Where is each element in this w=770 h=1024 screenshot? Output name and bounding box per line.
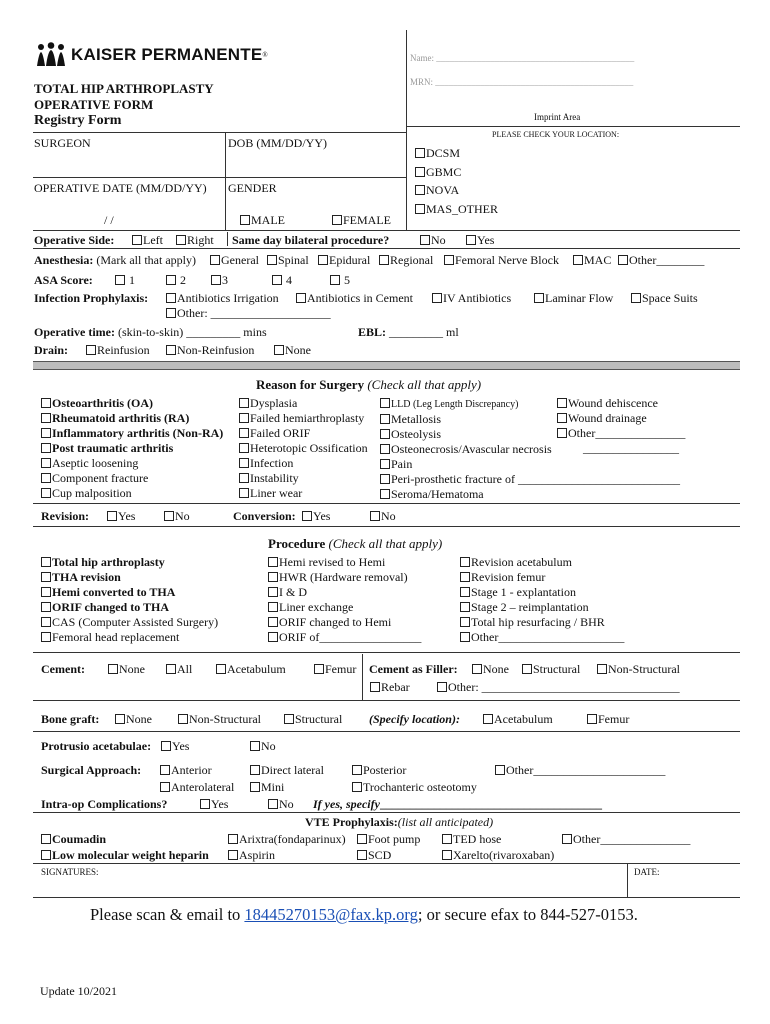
procedure-tha[interactable]: Total hip arthroplasty xyxy=(41,555,218,570)
infection-other[interactable]: Other: ____________________ xyxy=(166,306,331,321)
procedure-heading: Procedure (Check all that apply) xyxy=(268,536,443,551)
cement-label: Cement: xyxy=(41,662,85,676)
anesthesia-femoral-nerve-block[interactable]: Femoral Nerve Block xyxy=(444,253,559,268)
kp-people-icon xyxy=(34,42,68,68)
approach-posterior[interactable]: Posterior xyxy=(352,763,406,778)
procedure-col2 xyxy=(268,555,421,645)
form-title-1: TOTAL HIP ARTHROPLASTY xyxy=(34,81,214,96)
approach-label: Surgical Approach: xyxy=(41,763,142,777)
infection-iv[interactable]: IV Antibiotics xyxy=(432,291,511,306)
anesthesia-general[interactable]: General xyxy=(210,253,259,268)
approach-trochanteric[interactable]: Trochanteric osteotomy xyxy=(352,780,477,795)
reason-oa[interactable]: Osteoarthritis (OA) xyxy=(41,396,223,411)
reason-osteolysis[interactable]: Osteolysis xyxy=(380,427,680,442)
cement-all[interactable]: All xyxy=(166,662,192,677)
reason-col1 xyxy=(41,396,223,501)
procedure-revision-femur[interactable]: Revision femur xyxy=(460,570,624,585)
signatures-field[interactable]: SIGNATURES: xyxy=(41,867,99,877)
reason-post-traumatic[interactable]: Post traumatic arthritis xyxy=(41,441,223,456)
vte-xarelto[interactable]: Xarelto(rivaroxaban) xyxy=(442,848,554,863)
protrusio-label: Protrusio acetabulae: xyxy=(41,739,152,753)
procedure-hemi-to-tha[interactable]: Hemi converted to THA xyxy=(41,585,218,600)
infection-laminar-flow[interactable]: Laminar Flow xyxy=(534,291,613,306)
reason-aseptic-loosening[interactable]: Aseptic loosening xyxy=(41,456,223,471)
drain-none[interactable]: None xyxy=(274,343,311,358)
protrusio-yes[interactable]: Yes xyxy=(161,739,189,754)
reason-heterotopic[interactable]: Heterotopic Ossification xyxy=(239,441,368,456)
reason-lld[interactable]: LLD (Leg Length Discrepancy) xyxy=(380,396,680,412)
conversion-yes[interactable]: Yes xyxy=(302,509,330,524)
reason-heading: Reason for Surgery (Check all that apply) xyxy=(256,377,482,392)
intraop-no[interactable]: No xyxy=(268,797,294,812)
reason-failed-hemi[interactable]: Failed hemiarthroplasty xyxy=(239,411,368,426)
filler-other[interactable]: Other: _________________________________ xyxy=(437,680,680,695)
bone-graft-femur[interactable]: Femur xyxy=(587,712,629,727)
vte-ted-hose[interactable]: TED hose xyxy=(442,832,501,847)
operative-side-row: Operative Side: xyxy=(34,233,115,247)
reason-seroma[interactable]: Seroma/Hematoma xyxy=(380,487,680,502)
reason-component-fracture[interactable]: Component fracture xyxy=(41,471,223,486)
reason-other-line[interactable]: ________________ xyxy=(583,441,679,455)
side-left[interactable]: Left xyxy=(132,233,163,248)
section-divider xyxy=(33,361,740,370)
asa-2[interactable]: 2 xyxy=(166,273,186,288)
filler-non-structural[interactable]: Non-Structural xyxy=(597,662,680,677)
approach-mini[interactable]: Mini xyxy=(250,780,284,795)
dob-field[interactable]: DOB (MM/DD/YY) xyxy=(228,136,327,150)
asa-5[interactable]: 5 xyxy=(330,273,350,288)
infection-cement[interactable]: Antibiotics in Cement xyxy=(296,291,413,306)
mrn-field[interactable]: MRN: ____________________________________________ xyxy=(410,77,634,87)
reason-pain[interactable]: Pain xyxy=(380,457,680,472)
form-title-3: Registry Form xyxy=(34,113,122,128)
approach-direct-lateral[interactable]: Direct lateral xyxy=(250,763,324,778)
vte-arixtra[interactable]: Arixtra(fondaparinux) xyxy=(228,832,346,847)
anesthesia-other[interactable]: Other________ xyxy=(618,253,704,268)
location-gbmc[interactable]: GBMC xyxy=(415,165,461,180)
cement-femur[interactable]: Femur xyxy=(314,662,356,677)
infection-space-suits[interactable]: Space Suits xyxy=(631,291,698,306)
procedure-orif-to-tha[interactable]: ORIF changed to THA xyxy=(41,600,218,615)
logo: KAISER PERMANENTE® xyxy=(34,42,268,68)
bilateral-label: Same day bilateral procedure? xyxy=(232,233,390,247)
revision-label: Revision: xyxy=(41,509,89,523)
date-slashes: / / xyxy=(104,213,114,227)
reason-liner-wear[interactable]: Liner wear xyxy=(239,486,368,501)
asa-3[interactable]: 3 xyxy=(211,273,228,288)
drain-non-reinfusion[interactable]: Non-Reinfusion xyxy=(166,343,254,358)
ebl-field[interactable]: EBL: _________ ml xyxy=(358,325,459,339)
filler-none[interactable]: None xyxy=(472,662,509,677)
procedure-resurfacing[interactable]: Total hip resurfacing / BHR xyxy=(460,615,624,630)
reason-periprosthetic[interactable]: Peri-prosthetic fracture of ___________________________ xyxy=(380,472,680,487)
infection-irrigation[interactable]: Antibiotics Irrigation xyxy=(166,291,279,306)
reason-failed-orif[interactable]: Failed ORIF xyxy=(239,426,368,441)
procedure-stage-1[interactable]: Stage 1 - explantation xyxy=(460,585,624,600)
procedure-hwr[interactable]: HWR (Hardware removal) xyxy=(268,570,421,585)
bone-graft-label: Bone graft: xyxy=(41,712,100,726)
operative-date-field[interactable]: OPERATIVE DATE (MM/DD/YY) xyxy=(34,181,207,195)
filler-rebar[interactable]: Rebar xyxy=(370,680,410,695)
gender-female[interactable]: FEMALE xyxy=(332,213,391,228)
procedure-cas[interactable]: CAS (Computer Assisted Surgery) xyxy=(41,615,218,630)
anesthesia-mac[interactable]: MAC xyxy=(573,253,611,268)
reason-instability[interactable]: Instability xyxy=(239,471,368,486)
bone-graft-acetabulum[interactable]: Acetabulum xyxy=(483,712,553,727)
cement-filler-label: Cement as Filler: xyxy=(369,662,458,676)
conversion-label: Conversion: xyxy=(233,509,296,523)
reason-dysplasia[interactable]: Dysplasia xyxy=(239,396,368,411)
procedure-orif-to-hemi[interactable]: ORIF changed to Hemi xyxy=(268,615,421,630)
cement-none[interactable]: None xyxy=(108,662,145,677)
vte-other[interactable]: Other_______________ xyxy=(562,832,690,847)
vte-heading: VTE Prophylaxis:(list all anticipated) xyxy=(305,815,494,829)
approach-other[interactable]: Other______________________ xyxy=(495,763,665,778)
bone-graft-non-structural[interactable]: Non-Structural xyxy=(178,712,261,727)
procedure-liner-exchange[interactable]: Liner exchange xyxy=(268,600,421,615)
bone-graft-structural[interactable]: Structural xyxy=(284,712,342,727)
procedure-stage-2[interactable]: Stage 2 – reimplantation xyxy=(460,600,624,615)
location-prompt: PLEASE CHECK YOUR LOCATION: xyxy=(492,130,620,139)
reason-metallosis[interactable]: Metallosis xyxy=(380,412,680,427)
reason-ra[interactable]: Rheumatoid arthritis (RA) xyxy=(41,411,223,426)
reason-inflammatory[interactable]: Inflammatory arthritis (Non-RA) xyxy=(41,426,223,441)
anesthesia-label: Anesthesia: (Mark all that apply) xyxy=(34,253,196,267)
intraop-yes[interactable]: Yes xyxy=(200,797,228,812)
procedure-i-and-d[interactable]: I & D xyxy=(268,585,421,600)
procedure-col1 xyxy=(41,555,218,645)
reason-col4 xyxy=(557,396,685,456)
gender-label: GENDER xyxy=(228,181,277,195)
protrusio-no[interactable]: No xyxy=(250,739,276,754)
cement-acetabulum[interactable]: Acetabulum xyxy=(216,662,286,677)
procedure-hemi-revised[interactable]: Hemi revised to Hemi xyxy=(268,555,421,570)
filler-structural[interactable]: Structural xyxy=(522,662,580,677)
vte-lmwh[interactable]: Low molecular weight heparin xyxy=(41,848,209,863)
asa-4[interactable]: 4 xyxy=(272,273,292,288)
drain-reinfusion[interactable]: Reinfusion xyxy=(86,343,150,358)
form-title-2: OPERATIVE FORM xyxy=(34,97,154,112)
scan-instructions: Please scan & email to 18445270153@fax.kp.org; or secure efax to 844-527-0153. xyxy=(90,905,638,924)
bone-graft-specify: (Specify location): xyxy=(369,712,460,726)
gender-male[interactable]: MALE xyxy=(240,213,285,228)
date-field[interactable]: DATE: xyxy=(634,867,660,877)
procedure-revision-acetabulum[interactable]: Revision acetabulum xyxy=(460,555,624,570)
brand-name: KAISER PERMANENTE xyxy=(71,45,263,64)
anesthesia-regional[interactable]: Regional xyxy=(379,253,433,268)
approach-anterolateral[interactable]: Anterolateral xyxy=(160,780,234,795)
vte-scd[interactable]: SCD xyxy=(357,848,391,863)
reason-wound-dehiscence[interactable]: Wound dehiscence xyxy=(557,396,685,411)
operative-time[interactable]: Operative time: (skin-to-skin) _________ mins xyxy=(34,325,267,339)
imprint-area: Imprint Area xyxy=(534,112,581,122)
asa-label: ASA Score: xyxy=(34,273,93,287)
asa-1[interactable]: 1 xyxy=(115,273,135,288)
procedure-col3 xyxy=(460,555,624,645)
bilateral-no[interactable]: No xyxy=(420,233,446,248)
fax-email-link[interactable]: 18445270153@fax.kp.org xyxy=(244,905,418,924)
location-nova[interactable]: NOVA xyxy=(415,183,459,198)
intraop-specify[interactable]: If yes, specify_____________________________________ xyxy=(313,797,602,811)
anesthesia-spinal[interactable]: Spinal xyxy=(267,253,309,268)
side-right[interactable]: Right xyxy=(176,233,214,248)
revision-yes[interactable]: Yes xyxy=(107,509,135,524)
procedure-tha-revision[interactable]: THA revision xyxy=(41,570,218,585)
procedure-other[interactable]: Other_____________________ xyxy=(460,630,624,645)
reason-cup-malposition[interactable]: Cup malposition xyxy=(41,486,223,501)
update-date: Update 10/2021 xyxy=(40,984,117,998)
intraop-label: Intra-op Complications? xyxy=(41,797,168,811)
reason-osteonecrosis[interactable]: Osteonecrosis/Avascular necrosis xyxy=(380,442,680,457)
anesthesia-epidural[interactable]: Epidural xyxy=(318,253,370,268)
approach-anterior[interactable]: Anterior xyxy=(160,763,212,778)
vte-foot-pump[interactable]: Foot pump xyxy=(357,832,420,847)
drain-label: Drain: xyxy=(34,343,68,357)
location-dcsm[interactable]: DCSM xyxy=(415,146,460,161)
reason-other[interactable]: Other_______________ xyxy=(557,426,685,441)
surgeon-field[interactable]: SURGEON xyxy=(34,136,91,150)
reason-col2 xyxy=(239,396,368,501)
vte-coumadin[interactable]: Coumadin xyxy=(41,832,106,847)
name-field[interactable]: Name: ____________________________________________ xyxy=(410,53,635,63)
location-mas-other[interactable]: MAS_OTHER xyxy=(415,202,498,217)
reason-wound-drainage[interactable]: Wound drainage xyxy=(557,411,685,426)
procedure-orif-of[interactable]: ORIF of_________________ xyxy=(268,630,421,645)
conversion-no[interactable]: No xyxy=(370,509,396,524)
reason-infection[interactable]: Infection xyxy=(239,456,368,471)
procedure-femoral-head[interactable]: Femoral head replacement xyxy=(41,630,218,645)
bilateral-yes[interactable]: Yes xyxy=(466,233,494,248)
revision-no[interactable]: No xyxy=(164,509,190,524)
bone-graft-none[interactable]: None xyxy=(115,712,152,727)
infection-label: Infection Prophylaxis: xyxy=(34,291,149,305)
vte-aspirin[interactable]: Aspirin xyxy=(228,848,275,863)
